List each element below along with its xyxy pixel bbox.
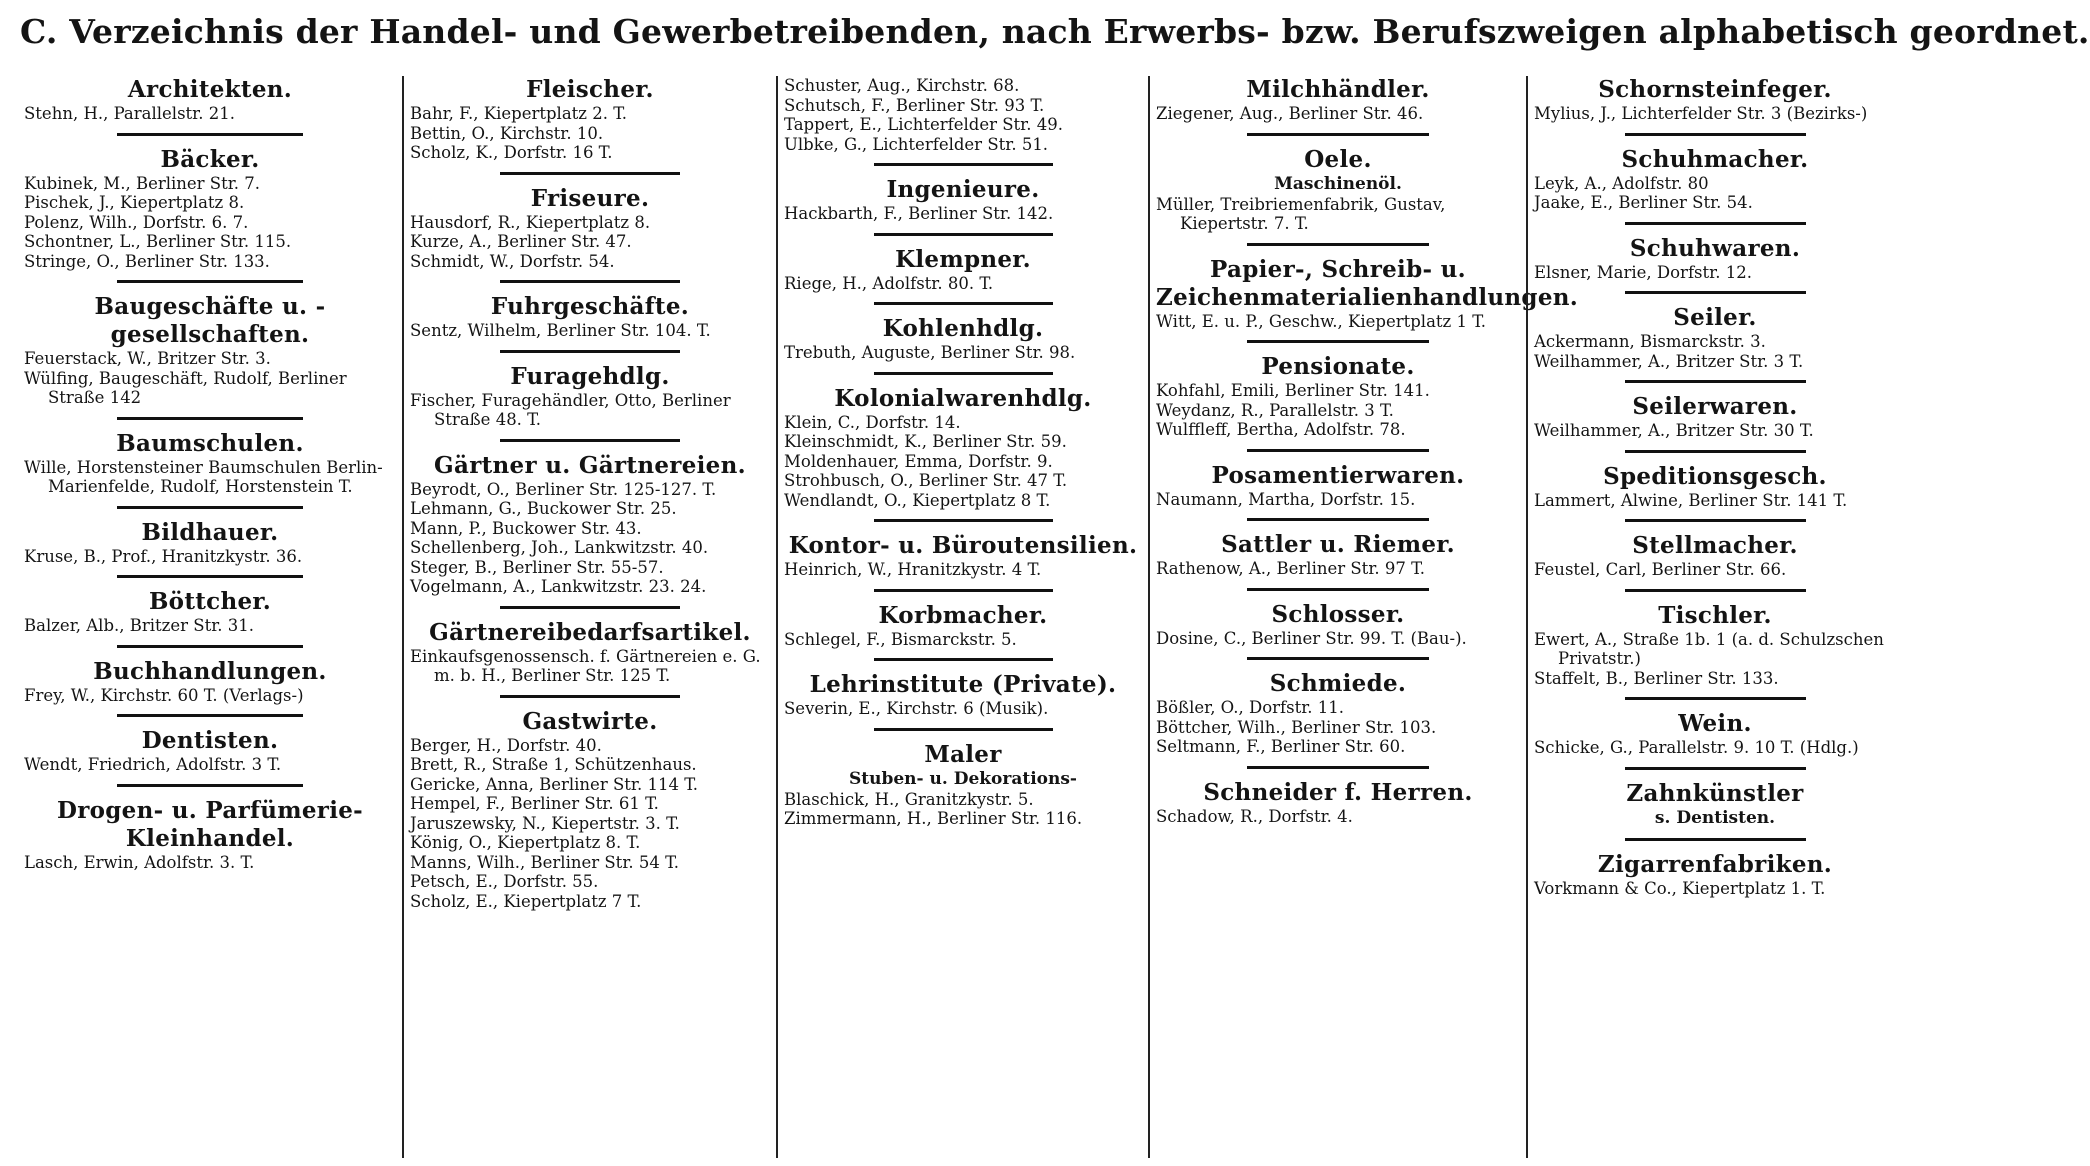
directory-entry: Stehn, H., Parallelstr. 21.	[24, 104, 235, 123]
section-divider	[117, 133, 303, 136]
directory-entry: Wille, Horstensteiner Baumschulen Berlin-Marienfelde, Rudolf, Horstenstein T.	[24, 457, 383, 496]
directory-section	[784, 176, 1142, 236]
directory-entry: Einkaufsgenossensch. f. Gärtnereien e. G. m. b. H., Berliner Str. 125 T.	[410, 646, 761, 685]
directory-entry: Brett, R., Straße 1, Schützenhaus.	[410, 755, 697, 774]
directory-entry: Hausdorf, R., Kiepertplatz 8.	[410, 212, 651, 232]
directory-entry: Witt, E. u. P., Geschw., Kiepertplatz 1 T.	[1156, 311, 1487, 331]
directory-entry: Kurze, A., Berliner Str. 47.	[410, 232, 632, 251]
section-divider	[500, 439, 680, 442]
section-heading: Gärtnereibedarfsartikel.	[429, 618, 751, 646]
directory-entry: Severin, E., Kirchstr. 6 (Musik).	[784, 699, 1049, 718]
directory-section	[1534, 304, 1896, 383]
section-heading: Schlosser.	[1271, 600, 1405, 628]
section-heading: Böttcher.	[148, 588, 272, 615]
directory-entry: Wulffleff, Bertha, Adolfstr. 78.	[1156, 420, 1406, 439]
directory-entry: Pischek, J., Kiepertplatz 8.	[24, 193, 245, 212]
section-divider	[117, 506, 303, 509]
section-heading: Buchhandlungen.	[93, 657, 327, 685]
directory-entry: Beyrodt, O., Berliner Str. 125-127. T.	[410, 479, 717, 499]
directory-entry: Wendlandt, O., Kiepertplatz 8 T.	[784, 490, 1051, 510]
directory-entry: Fischer, Furagehändler, Otto, Berliner Straße 48. T.	[410, 390, 731, 429]
directory-section	[784, 602, 1142, 662]
directory-entry: Böttcher, Wilh., Berliner Str. 103.	[1156, 717, 1437, 737]
directory-entry: Ulbke, G., Lichterfelder Str. 51.	[784, 134, 1049, 154]
section-heading: Fuhrgeschäfte.	[490, 293, 690, 320]
directory-section	[410, 452, 770, 609]
directory-entry: Müller, Treibriemenfabrik, Gustav, Kiepertstr. 7. T.	[1156, 194, 1446, 233]
section-heading: Schuhmacher.	[1621, 145, 1809, 173]
section-heading: Architekten.	[127, 76, 293, 103]
directory-entry: Wülfing, Baugeschäft, Rudolf, Berliner Straße 142	[24, 368, 347, 407]
section-heading: Zahnkünstler	[1626, 779, 1804, 807]
directory-entry: Tappert, E., Lichterfelder Str. 49.	[784, 115, 1063, 134]
directory-section	[24, 519, 396, 579]
column-4	[1148, 76, 1579, 1158]
directory-section	[1156, 255, 1579, 344]
directory-entry: Sentz, Wilhelm, Berliner Str. 104. T.	[410, 321, 711, 340]
page-title: C. Verzeichnis der Handel- und Gewerbetreibenden, nach Erwerbs- bzw. Berufszweigen alphabetisch geordnet.	[20, 12, 2090, 51]
section-heading: Klempner.	[895, 245, 1031, 273]
section-divider	[1625, 697, 1806, 700]
section-heading: Gastwirte.	[522, 707, 658, 735]
directory-entry: Stringe, O., Berliner Str. 133.	[24, 251, 270, 271]
section-divider	[1247, 243, 1429, 246]
section-divider	[500, 350, 680, 353]
directory-entry: Manns, Wilh., Berliner Str. 54 T.	[410, 852, 679, 872]
section-divider	[500, 172, 680, 175]
section-divider	[1625, 589, 1806, 592]
directory-section	[1534, 76, 1896, 136]
section-divider	[1247, 133, 1429, 136]
directory-entry: Bahr, F., Kiepertplatz 2. T.	[410, 104, 628, 123]
directory-entry: Seltmann, F., Berliner Str. 60.	[1156, 737, 1406, 756]
directory-entry: Balzer, Alb., Britzer Str. 31.	[24, 616, 255, 635]
section-heading: Gärtner u. Gärtnereien.	[434, 451, 746, 479]
directory-entry: Lehmann, G., Buckower Str. 25.	[410, 499, 677, 518]
directory-entry: Schontner, L., Berliner Str. 115.	[24, 232, 292, 251]
directory-entry: Lammert, Alwine, Berliner Str. 141 T.	[1534, 490, 1848, 510]
directory-entry: Jaake, E., Berliner Str. 54.	[1534, 193, 1753, 212]
directory-entry: Jaruszewsky, N., Kiepertstr. 3. T.	[410, 813, 680, 833]
section-heading: Dentisten.	[141, 727, 279, 754]
directory-section	[410, 76, 770, 175]
directory-section	[24, 76, 396, 136]
section-heading: Drogen- u. Parfümerie-Kleinhandel.	[56, 796, 364, 852]
column-5	[1526, 76, 1902, 1158]
directory-entry: Rathenow, A., Berliner Str. 97 T.	[1156, 559, 1425, 578]
section-heading: Bildhauer.	[141, 518, 279, 546]
directory-entry: Heinrich, W., Hranitzkystr. 4 T.	[784, 560, 1042, 579]
section-heading: Schmiede.	[1269, 670, 1407, 697]
directory-entry: Schutsch, F., Berliner Str. 93 T.	[784, 95, 1045, 115]
directory-entry: Mann, P., Buckower Str. 43.	[410, 518, 642, 538]
section-divider	[117, 784, 303, 787]
directory-entry: Ewert, A., Straße 1b. 1 (a. d. Schulzschen Privatstr.)	[1534, 629, 1884, 668]
section-divider	[1247, 657, 1429, 660]
directory-section	[1534, 851, 1896, 899]
directory-entry: Hempel, F., Berliner Str. 61 T.	[410, 794, 659, 813]
section-heading: Baugeschäfte u. -gesellschaften.	[94, 293, 326, 348]
directory-entry: Frey, W., Kirchstr. 60 T. (Verlags-)	[24, 685, 304, 705]
directory-entry: Blaschick, H., Granitzkystr. 5.	[784, 789, 1034, 809]
directory-entry: Weilhammer, A., Britzer Str. 3 T.	[1534, 351, 1804, 371]
section-heading: Kontor- u. Büroutensilien.	[788, 532, 1138, 559]
directory-entry: Klein, C., Dorfstr. 14.	[784, 412, 961, 432]
directory-section	[1156, 601, 1520, 661]
section-heading: Schornsteinfeger.	[1598, 76, 1832, 103]
column-1	[18, 76, 402, 1158]
directory-section	[410, 619, 770, 698]
section-divider	[117, 645, 303, 648]
directory-entry: Lasch, Erwin, Adolfstr. 3. T.	[24, 852, 255, 872]
column-2	[402, 76, 776, 1158]
directory-section	[1534, 532, 1896, 592]
directory-entry: Zimmermann, H., Berliner Str. 116.	[784, 809, 1083, 828]
directory-section	[1156, 779, 1520, 827]
section-heading: Seilerwaren.	[1632, 393, 1798, 420]
directory-entry: Schuster, Aug., Kirchstr. 68.	[784, 76, 1020, 95]
directory-entry: Kleinschmidt, K., Berliner Str. 59.	[784, 432, 1067, 451]
directory-section	[784, 671, 1142, 731]
section-divider	[500, 606, 680, 609]
directory-entry: Riege, H., Adolfstr. 80. T.	[784, 273, 994, 293]
section-divider	[874, 519, 1053, 522]
section-heading: Lehrinstitute (Private).	[809, 671, 1117, 698]
directory-section	[410, 363, 770, 442]
directory-columns	[18, 76, 1902, 1158]
directory-section	[410, 293, 770, 353]
directory-section	[1534, 146, 1896, 225]
directory-entry: König, O., Kiepertplatz 8. T.	[410, 833, 641, 852]
section-divider	[117, 280, 303, 283]
directory-section	[24, 588, 396, 648]
section-divider	[1625, 222, 1806, 225]
section-divider	[117, 714, 303, 717]
directory-entry: Bößler, O., Dorfstr. 11.	[1156, 698, 1345, 717]
directory-entry: Trebuth, Auguste, Berliner Str. 98.	[784, 343, 1076, 362]
section-divider	[874, 302, 1053, 305]
column-3	[776, 76, 1148, 1158]
directory-section	[1156, 670, 1520, 769]
directory-section	[1156, 146, 1520, 246]
directory-section	[24, 797, 396, 873]
directory-entry: Weydanz, R., Parallelstr. 3 T.	[1156, 400, 1394, 420]
directory-section	[24, 658, 396, 718]
section-divider	[1625, 519, 1806, 522]
directory-entry: Gericke, Anna, Berliner Str. 114 T.	[410, 774, 699, 794]
directory-entry: Elsner, Marie, Dorfstr. 12.	[1534, 262, 1752, 282]
section-heading: Maler	[924, 740, 1002, 768]
directory-section	[1534, 235, 1896, 295]
section-divider	[117, 575, 303, 578]
section-subheading: s. Dentisten.	[1654, 807, 1776, 828]
section-divider	[1247, 449, 1429, 452]
section-divider	[117, 417, 303, 420]
directory-section	[784, 385, 1142, 523]
section-heading: Oele.	[1304, 145, 1372, 173]
section-divider	[1625, 838, 1806, 841]
section-heading: Kolonialwarenhdlg.	[834, 384, 1092, 412]
section-heading: Kohlenhdlg.	[882, 315, 1044, 342]
directory-section	[1534, 602, 1896, 701]
section-divider	[874, 589, 1053, 592]
directory-entry: Hackbarth, F., Berliner Str. 142.	[784, 204, 1054, 223]
section-subheading: Maschinenöl.	[1274, 173, 1402, 194]
section-heading: Furagehdlg.	[510, 362, 670, 390]
directory-entry: Naumann, Martha, Dorfstr. 15.	[1156, 489, 1416, 509]
directory-entry: Moldenhauer, Emma, Dorfstr. 9.	[784, 451, 1053, 471]
directory-entry: Vogelmann, A., Lankwitzstr. 23. 24.	[410, 577, 707, 596]
section-heading: Bäcker.	[160, 145, 260, 173]
directory-section	[1534, 463, 1896, 523]
section-divider	[1625, 767, 1806, 770]
directory-entry: Feustel, Carl, Berliner Str. 66.	[1534, 560, 1787, 579]
section-heading: Tischler.	[1658, 601, 1772, 629]
directory-entry: Petsch, E., Dorfstr. 55.	[410, 872, 599, 891]
directory-entry: Dosine, C., Berliner Str. 99. T. (Bau-).	[1156, 628, 1467, 648]
directory-section	[1156, 353, 1520, 452]
directory-entry: Feuerstack, W., Britzer Str. 3.	[24, 349, 271, 368]
section-heading: Posamentierwaren.	[1211, 461, 1465, 489]
section-divider	[874, 728, 1053, 731]
directory-entry: Polenz, Wilh., Dorfstr. 6. 7.	[24, 212, 249, 232]
directory-entry: Berger, H., Dorfstr. 40.	[410, 735, 602, 755]
directory-section	[410, 185, 770, 284]
section-heading: Papier-, Schreib- u. Zeichenmaterialienhandlungen.	[1156, 255, 1579, 311]
directory-entry: Weilhammer, A., Britzer Str. 30 T.	[1534, 421, 1814, 440]
directory-section	[24, 727, 396, 787]
section-divider	[1247, 766, 1429, 769]
section-heading: Stellmacher.	[1632, 532, 1798, 559]
section-heading: Sattler u. Riemer.	[1221, 531, 1455, 558]
directory-entry: Schlegel, F., Bismarckstr. 5.	[784, 629, 1017, 649]
directory-entry: Schmidt, W., Dorfstr. 54.	[410, 251, 615, 271]
directory-entry: Scholz, K., Dorfstr. 16 T.	[410, 143, 613, 162]
directory-entry: Steger, B., Berliner Str. 55-57.	[410, 557, 664, 577]
section-divider	[500, 695, 680, 698]
directory-entry: Mylius, J., Lichterfelder Str. 3 (Bezirks-)	[1534, 104, 1868, 123]
section-heading: Seiler.	[1673, 304, 1757, 331]
section-heading: Zigarrenfabriken.	[1597, 850, 1833, 878]
section-divider	[874, 163, 1053, 166]
directory-section	[1534, 393, 1896, 453]
section-divider	[1247, 340, 1429, 343]
section-heading: Fleischer.	[526, 76, 654, 103]
directory-section	[1156, 76, 1520, 136]
directory-section	[1156, 531, 1520, 591]
section-divider	[874, 233, 1053, 236]
section-divider	[1247, 518, 1429, 521]
section-heading: Korbmacher.	[878, 601, 1048, 629]
section-divider	[1625, 133, 1806, 136]
directory-entry: Scholz, E., Kiepertplatz 7 T.	[410, 891, 642, 911]
section-divider	[1625, 450, 1806, 453]
directory-entry: Ackermann, Bismarckstr. 3.	[1534, 332, 1766, 351]
directory-section	[24, 430, 396, 509]
directory-section	[784, 741, 1142, 829]
section-subheading: Stuben- u. Dekorations-	[848, 768, 1077, 789]
section-heading: Speditionsgesch.	[1603, 462, 1827, 490]
section-heading: Friseure.	[530, 184, 650, 212]
section-heading: Wein.	[1678, 710, 1752, 737]
directory-entry: Strohbusch, O., Berliner Str. 47 T.	[784, 471, 1068, 490]
directory-entry: Schicke, G., Parallelstr. 9. 10 T. (Hdlg.)	[1534, 738, 1859, 757]
section-heading: Milchhändler.	[1246, 76, 1430, 103]
section-heading: Baumschulen.	[116, 429, 304, 457]
directory-section	[784, 246, 1142, 306]
directory-entry: Ziegener, Aug., Berliner Str. 46.	[1156, 104, 1424, 123]
directory-section	[24, 146, 396, 284]
directory-entry: Vorkmann & Co., Kiepertplatz 1. T.	[1534, 878, 1826, 898]
directory-section	[1534, 710, 1896, 770]
directory-entry: Staffelt, B., Berliner Str. 133.	[1534, 668, 1779, 688]
directory-entry: Kohfahl, Emili, Berliner Str. 141.	[1156, 381, 1430, 400]
directory-entry: Bettin, O., Kirchstr. 10.	[410, 123, 604, 143]
directory-section	[784, 76, 1142, 166]
section-heading: Ingenieure.	[886, 176, 1040, 203]
directory-entry: Leyk, A., Adolfstr. 80	[1534, 173, 1709, 193]
section-divider	[1625, 291, 1806, 294]
directory-section	[1534, 780, 1896, 841]
section-heading: Schuhwaren.	[1629, 234, 1801, 262]
directory-section	[410, 708, 770, 912]
section-divider	[500, 280, 680, 283]
section-heading: Pensionate.	[1261, 353, 1415, 380]
directory-section	[1156, 462, 1520, 522]
directory-entry: Schellenberg, Joh., Lankwitzstr. 40.	[410, 538, 709, 557]
directory-section	[24, 293, 396, 420]
directory-entry: Kubinek, M., Berliner Str. 7.	[24, 173, 261, 193]
section-divider	[1625, 380, 1806, 383]
section-divider	[874, 372, 1053, 375]
section-heading: Schneider f. Herren.	[1203, 778, 1473, 806]
section-divider	[1247, 588, 1429, 591]
directory-section	[784, 315, 1142, 375]
directory-entry: Schadow, R., Dorfstr. 4.	[1156, 806, 1353, 826]
directory-entry: Wendt, Friedrich, Adolfstr. 3 T.	[24, 755, 282, 774]
directory-entry: Kruse, B., Prof., Hranitzkystr. 36.	[24, 546, 303, 566]
section-divider	[874, 658, 1053, 661]
directory-section	[784, 532, 1142, 592]
